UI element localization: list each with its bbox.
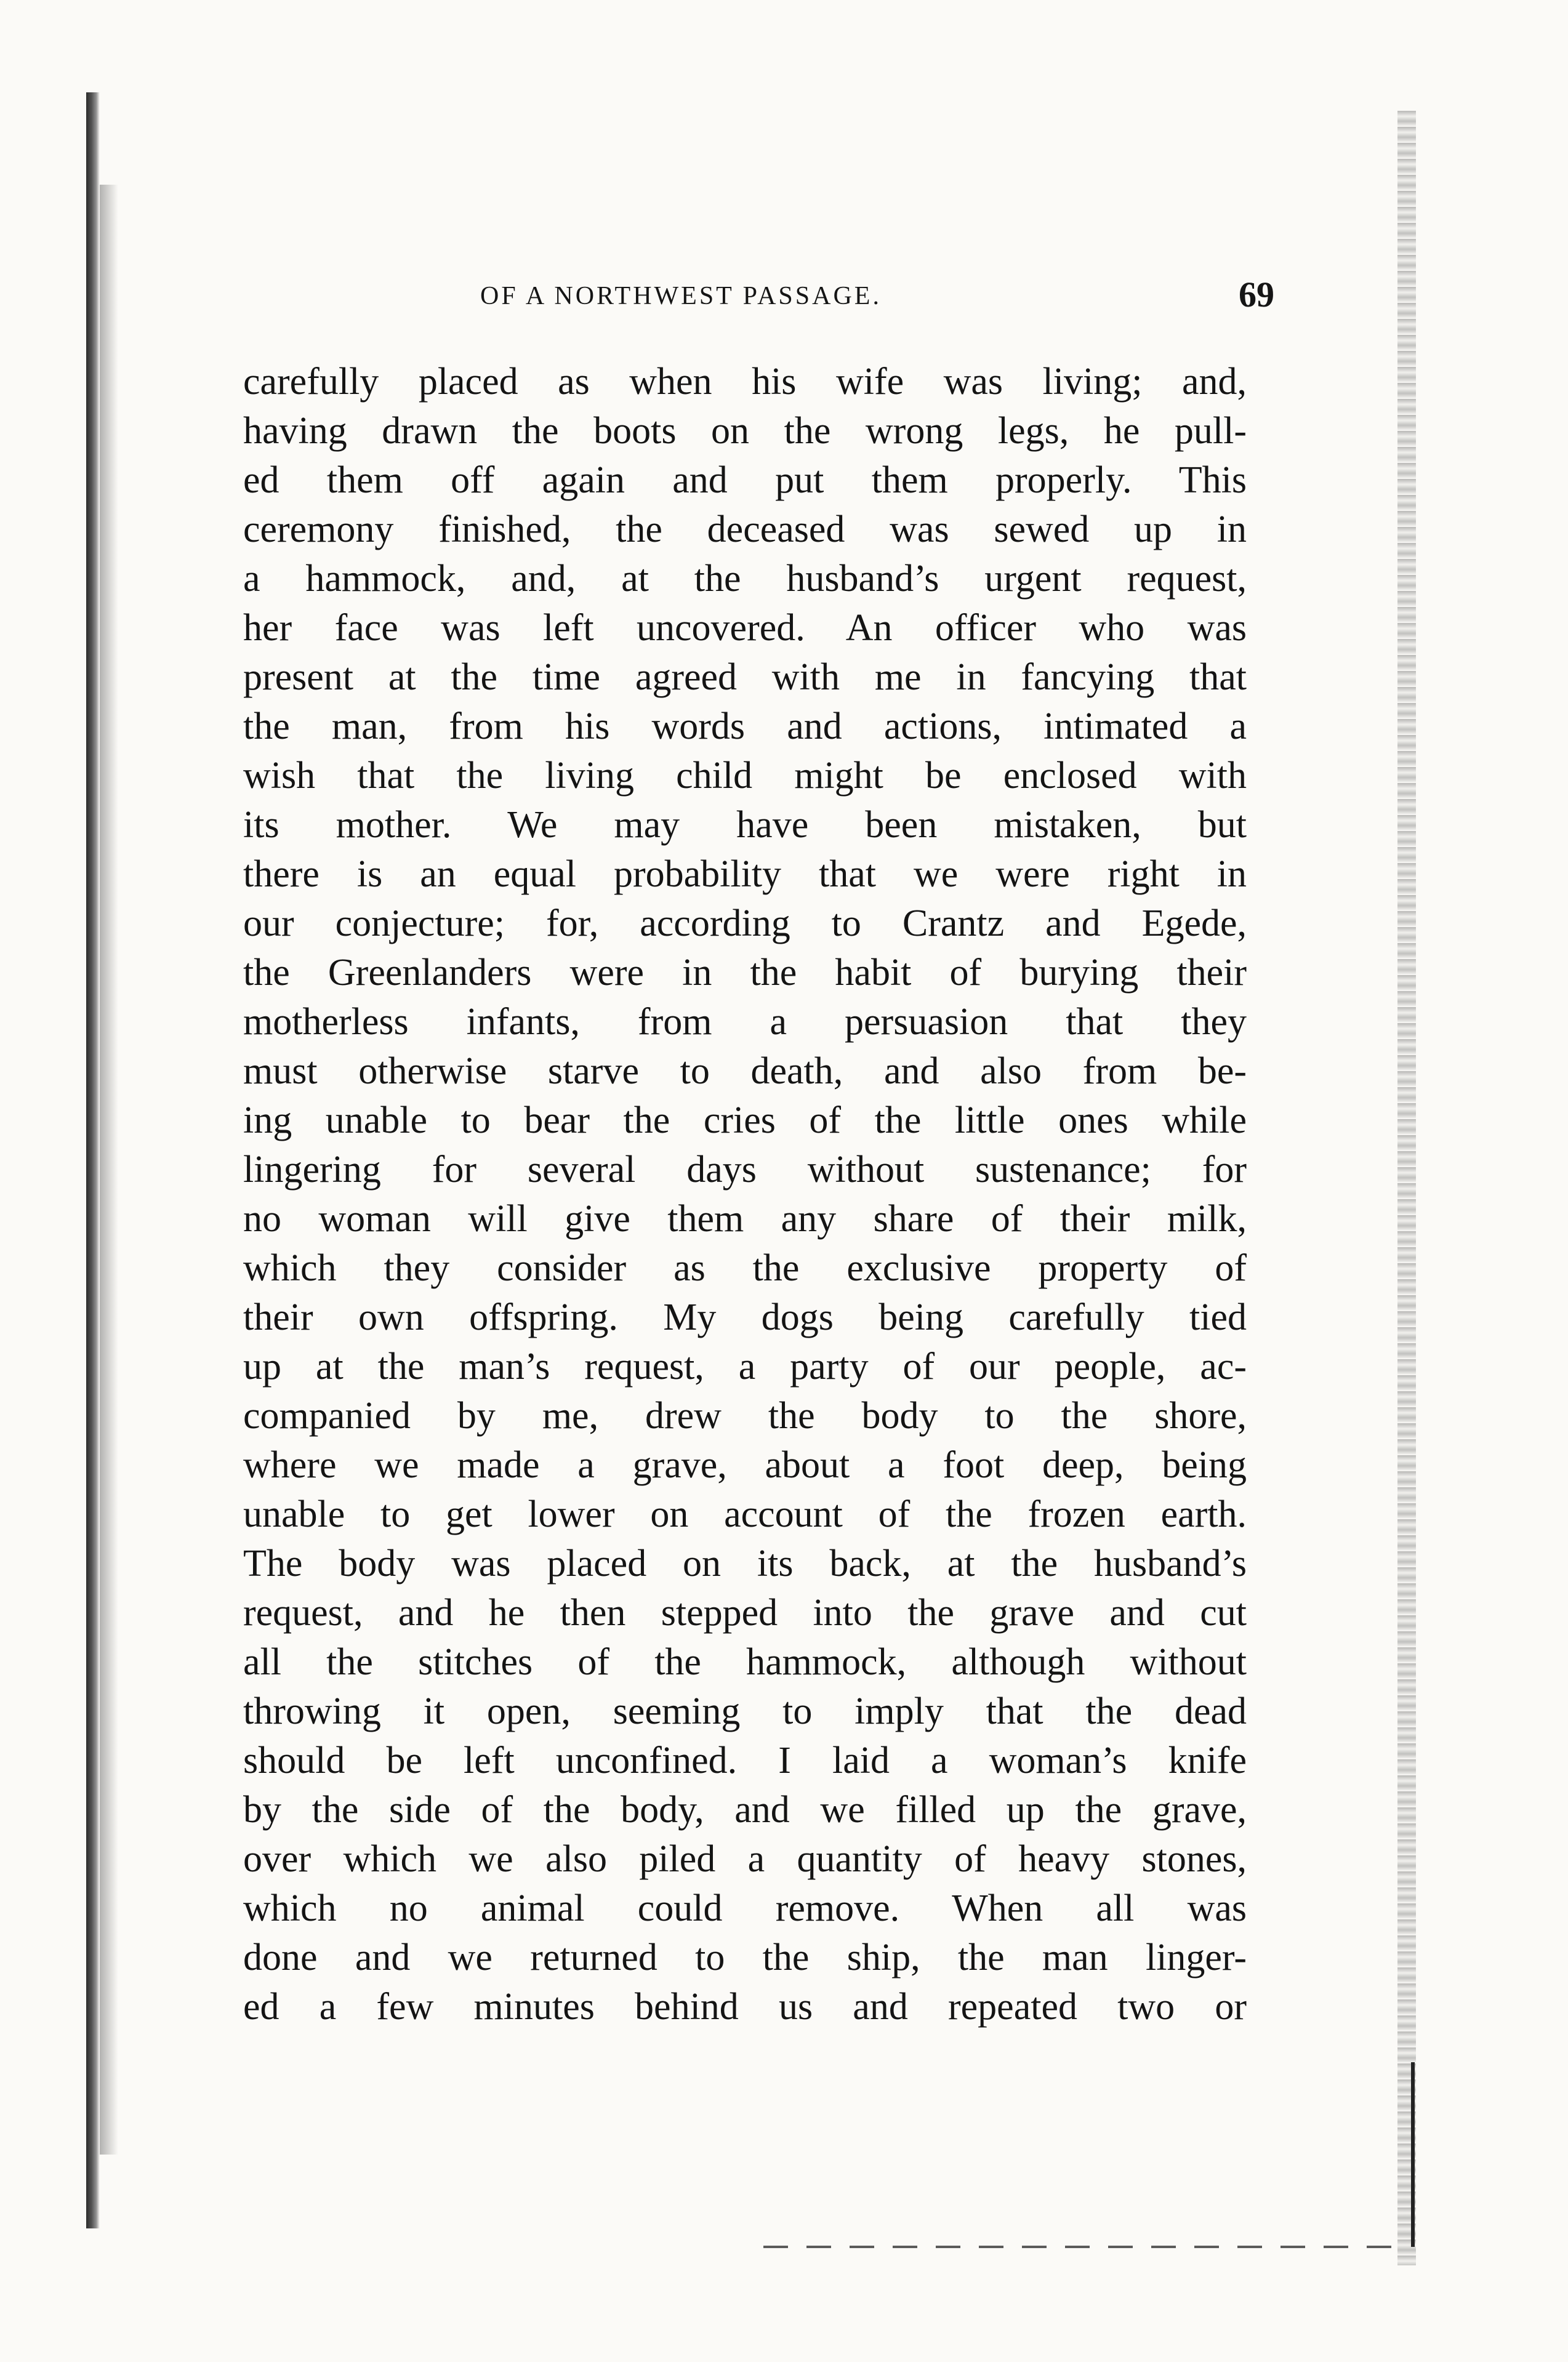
text-line: which no animal could remove. When all was <box>243 1887 1247 1929</box>
text-line: present at the time agreed with me in fancying that <box>243 656 1247 698</box>
text-line: lingering for several days without sustenance; for <box>243 1149 1247 1191</box>
text-line: the Greenlanders were in the habit of burying their <box>243 952 1247 994</box>
page-binding-gradient <box>100 185 118 2155</box>
text-line: motherless infants, from a persuasion that they <box>243 1001 1247 1043</box>
text-line: which they consider as the exclusive property of <box>243 1247 1247 1289</box>
text-line: our conjecture; for, according to Crantz and Egede, <box>243 902 1247 944</box>
text-line: companied by me, drew the body to the shore, <box>243 1395 1247 1437</box>
page-right-edge <box>1397 111 1416 2265</box>
text-line: where we made a grave, about a foot deep, being <box>243 1444 1247 1486</box>
text-line: having drawn the boots on the wrong legs, he pull- <box>243 410 1247 452</box>
text-line: their own offspring. My dogs being carefully tied <box>243 1296 1247 1338</box>
page-bottom-edge <box>763 2246 1410 2248</box>
text-line: over which we also piled a quantity of heavy stones, <box>243 1838 1247 1880</box>
text-line: done and we returned to the ship, the man linger- <box>243 1937 1247 1978</box>
text-line: up at the man’s request, a party of our people, ac- <box>243 1346 1247 1388</box>
text-line: her face was left uncovered. An officer who was <box>243 607 1247 649</box>
text-line: its mother. We may have been mistaken, but <box>243 804 1247 846</box>
text-line: carefully placed as when his wife was living; and, <box>243 361 1247 403</box>
text-line: there is an equal probability that we were right in <box>243 853 1247 895</box>
text-line: all the stitches of the hammock, although without <box>243 1641 1247 1683</box>
text-line: the man, from his words and actions, intimated a <box>243 705 1247 747</box>
text-line: ing unable to bear the cries of the little ones while <box>243 1099 1247 1141</box>
text-line: The body was placed on its back, at the husband’s <box>243 1543 1247 1585</box>
running-head: OF A NORTHWEST PASSAGE. <box>480 282 882 310</box>
body-text <box>243 357 1247 2031</box>
page-binding-shadow <box>86 92 100 2228</box>
text-line: no woman will give them any share of their milk, <box>243 1198 1247 1240</box>
text-line: unable to get lower on account of the frozen earth. <box>243 1493 1247 1535</box>
text-line: request, and he then stepped into the grave and cut <box>243 1592 1247 1634</box>
text-line: ed a few minutes behind us and repeated two or <box>243 1986 1247 2028</box>
text-line: ed them off again and put them properly. This <box>243 459 1247 501</box>
text-line: wish that the living child might be enclosed with <box>243 755 1247 797</box>
text-line: ceremony finished, the deceased was sewed up in <box>243 508 1247 550</box>
page-number: 69 <box>1239 275 1274 315</box>
page-right-edge-mark <box>1411 2062 1415 2247</box>
text-line: a hammock, and, at the husband’s urgent request, <box>243 558 1247 600</box>
text-line: should be left unconfined. I laid a woman’s knife <box>243 1740 1247 1782</box>
text-line: by the side of the body, and we filled up the grave, <box>243 1789 1247 1831</box>
page-header <box>480 274 1274 323</box>
text-line: must otherwise starve to death, and also from be- <box>243 1050 1247 1092</box>
text-line: throwing it open, seeming to imply that the dead <box>243 1690 1247 1732</box>
